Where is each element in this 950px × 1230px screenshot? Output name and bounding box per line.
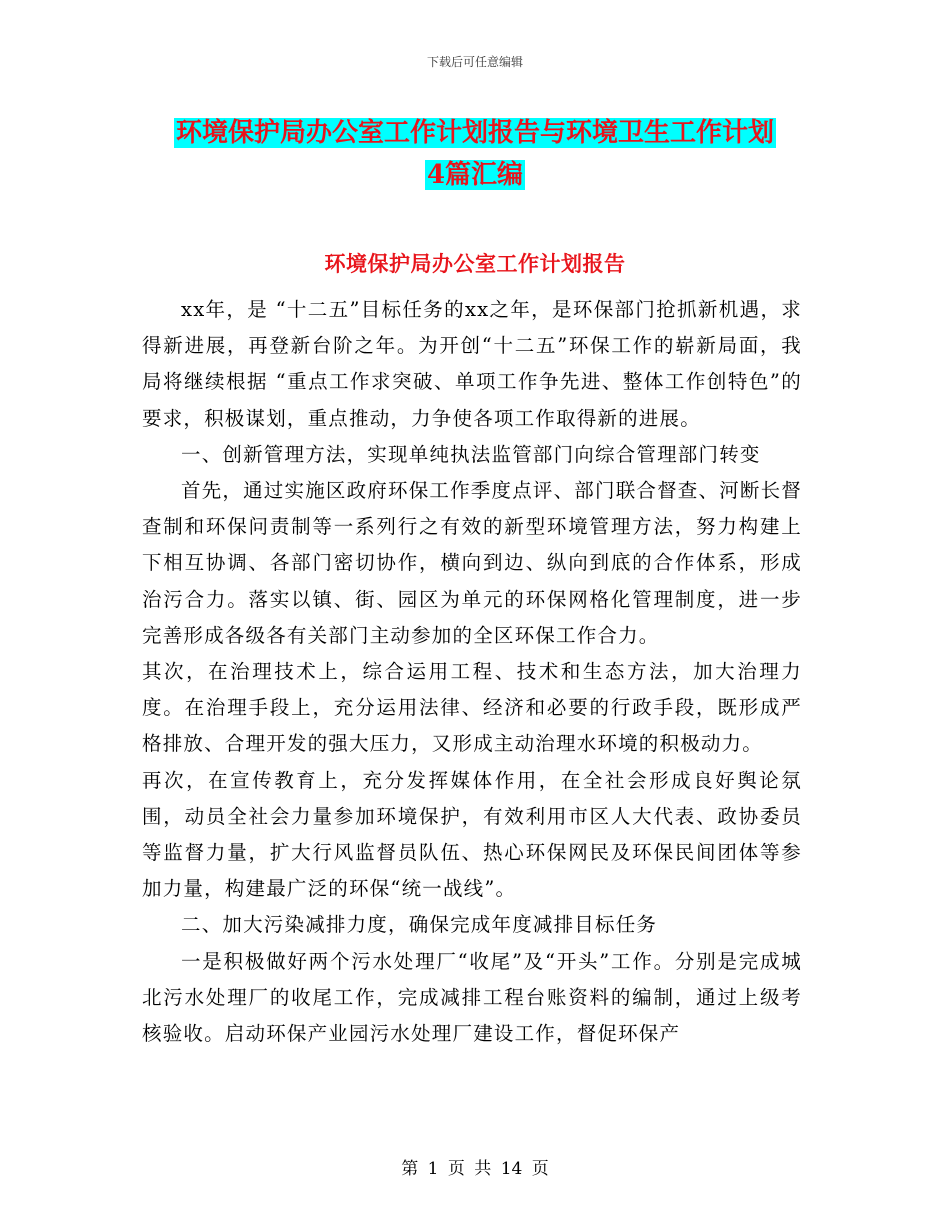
paragraph-sewage: 一是积极做好两个污水处理厂“收尾”及“开头”工作。分别是完成城北污水处理厂的收尾工作，完成减排工程台账资料的编制，通过上级考核验收。启动环保产业园污水处理厂建设工作，督促环保产 [142, 949, 802, 1046]
title-highlight-1: 环境保护局办公室工作计划报告与环境卫生工作计划 [175, 118, 774, 148]
body-text [142, 292, 802, 1052]
heading-section-1: 一、创新管理方法，实现单纯执法监管部门向综合管理部门转变 [181, 442, 761, 466]
paragraph-second: 其次，在治理技术上，综合运用工程、技术和生态方法，加大治理力度。在治理手段上，充分运用法律、经济和必要的行政手段，既形成严格排放、合理开发的强大压力，又形成主动治理水环境的积极动力。 [142, 660, 802, 756]
heading-section-2: 二、加大污染减排力度，确保完成年度减排目标任务 [181, 913, 658, 937]
document-title [0, 112, 950, 196]
section-title: 环境保护局办公室工作计划报告 [324, 251, 626, 276]
header-note: 下载后可任意编辑 [426, 55, 523, 69]
paragraph-intro: xx年，是 “十二五”目标任务的xx之年，是环保部门抢抓新机遇，求得新进展，再登新台阶之年。为开创“十二五”环保工作的崭新局面，我局将继续根据 “重点工作求突破、单项工作争先进、整体工作创特色”的要求，积极谋划，重点推动，力争使各项工作取得新的进展。 [142, 298, 802, 430]
page-footer: 第 1 页 共 14 页 [401, 1159, 549, 1179]
paragraph-third: 再次，在宣传教育上，充分发挥媒体作用，在全社会形成良好舆论氛围，动员全社会力量参加环境保护，有效利用市区人大代表、政协委员等监督力量，扩大行风监督员队伍、热心环保网民及环保民间团体等参加力量，构建最广泛的环保“统一战线”。 [142, 768, 802, 901]
title-highlight-2: 4篇汇编 [426, 160, 524, 190]
document-title-line-2 [0, 154, 950, 196]
document-title-line-1 [0, 112, 950, 154]
paragraph-first: 首先，通过实施区政府环保工作季度点评、部门联合督查、河断长督查制和环保问责制等一系列行之有效的新型环境管理方法，努力构建上下相互协调、各部门密切协作，横向到边、纵向到底的合作体系，形成治污合力。落实以镇、街、园区为单元的环保网格化管理制度，进一步完善形成各级各有关部门主动参加的全区环保工作合力。 [142, 479, 803, 647]
